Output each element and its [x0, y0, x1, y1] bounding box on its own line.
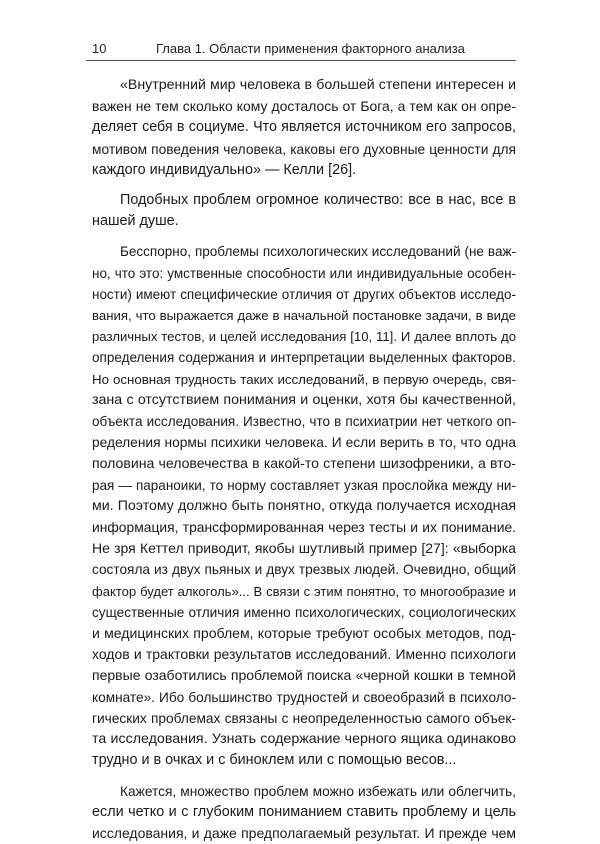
paragraph-problems	[92, 190, 516, 232]
text-line: Подобных проблем огромное количество: все в нас, все в	[92, 190, 516, 211]
text-line: различных тестов, и целей исследования [10, 11]. И далее вплоть до	[92, 326, 516, 347]
paragraph-quote	[92, 75, 516, 181]
text-line: ности) имеют специфические отличия от других объектов исследо-	[92, 284, 516, 305]
text-line: фактор будет алкоголь»... В связи с этим понятно, то многообразие и	[92, 581, 516, 602]
text-line: трудно и в очках и с биноклем или с помощью весов...	[92, 750, 516, 771]
text-line: рая — параноики, то норму составляет узкая прослойка между ни-	[92, 475, 516, 496]
text-line: «Внутренний мир человека в большей степени интересен и	[92, 75, 516, 96]
text-line: мотивом поведения человека, каковы его духовные ценности для	[92, 139, 516, 160]
text-line: первые озаботились проблемой поиска «черной кошки в темной	[92, 665, 516, 686]
text-line: комнате». Ибо большинство трудностей и своеобразий в психоло-	[92, 687, 516, 708]
text-line: объекта исследования. Известно, что в психиатрии нет четкого оп-	[92, 411, 516, 432]
paragraph-main	[92, 241, 516, 771]
text-line: та исследования. Узнать содержание черного ящика одинаково	[92, 729, 516, 750]
running-header	[86, 38, 516, 61]
text-line: Бесспорно, проблемы психологических исследований (не важ-	[92, 241, 516, 262]
text-line: информация, трансформированная через тесты и их понимание.	[92, 517, 516, 538]
paragraph-closing	[92, 781, 516, 844]
text-line: Кажется, множество проблем можно избежать или облегчить,	[92, 781, 516, 802]
text-line: деляет себя в социуме. Что является источником его запросов,	[92, 117, 516, 138]
text-line: каждого индивидуально» — Келли [26].	[92, 160, 516, 181]
text-line: вания, что выражается даже в начальной постановке задачи, в виде	[92, 305, 516, 326]
text-line: Но основная трудность таких исследований, в первую очередь, свя-	[92, 369, 516, 390]
text-line: если четко и с глубоким пониманием ставить проблему и цель	[92, 802, 516, 823]
text-line: гических проблемах связаны с неопределенностью самого объек-	[92, 708, 516, 729]
text-line: и медицинских проблем, которые требуют особых методов, под-	[92, 623, 516, 644]
body-text	[92, 75, 516, 844]
text-line: важен не тем сколько кому досталось от Бога, а тем как он опре-	[92, 96, 516, 117]
text-line: ределения нормы психики человека. И если верить в то, что одна	[92, 432, 516, 453]
chapter-title: Глава 1. Области применения факторного анализа	[156, 38, 465, 60]
text-line: ходов и трактовки результатов исследований. Именно психологи	[92, 644, 516, 665]
text-line: половина человечества в какой-то степени шизофреники, а вто-	[92, 453, 516, 474]
text-line: ми. Поэтому должно быть понятно, откуда получается исходная	[92, 496, 516, 517]
text-line: определения содержания и интерпретации выделенных факторов.	[92, 347, 516, 368]
text-line: состояла из двух пьяных и двух трезвых людей. Очевидно, общий	[92, 559, 516, 580]
text-line: существенные отличия именно психологических, социологических	[92, 602, 516, 623]
page-number: 10	[92, 38, 106, 60]
text-line: но, что это: умственные способности или индивидуальные особен-	[92, 263, 516, 284]
text-line: исследования, и даже предполагаемый результат. И прежде чем	[92, 823, 516, 844]
text-line: нашей душе.	[92, 211, 516, 232]
text-line: Не зря Кеттел приводит, якобы шутливый пример [27]: «выборка	[92, 538, 516, 559]
text-line: зана с отсутствием понимания и оценки, хотя бы качественной,	[92, 390, 516, 411]
